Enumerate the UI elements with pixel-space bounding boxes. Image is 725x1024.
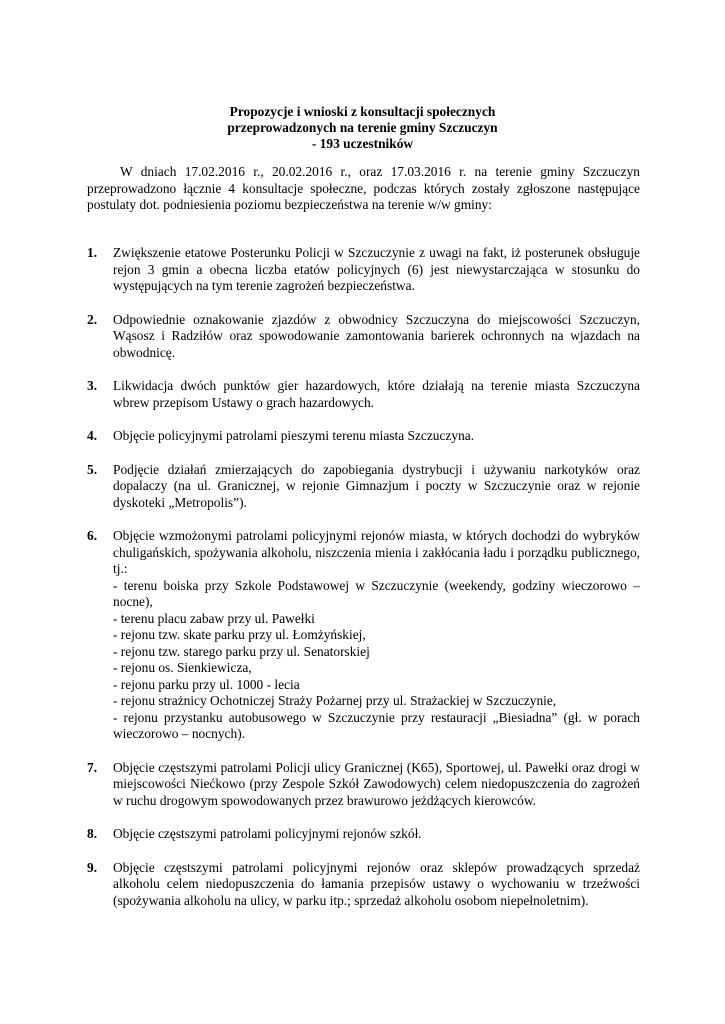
item-number: 7. [87,759,98,775]
item-text: Podjęcie działań zmierzających do zapobiegania dystrybucji i używaniu narkotyków oraz dopalaczy (na ul. Granicznej, w rejonie Gimnazjum i poczty w Szczuczynie oraz w rejonie dyskoteki „Metropolis”). [113,461,640,510]
sublist-item: - rejonu tzw. starego parku przy ul. Senatorskiej [113,643,370,659]
title-line-3: - 193 uczestników [311,136,414,151]
sublist-item: - rejonu parku przy ul. 1000 - lecia [113,676,300,692]
item-number: 4. [87,428,98,443]
document-title [0,104,725,152]
location-sublist [113,578,640,743]
item-number: 2. [87,311,98,327]
sublist-item: - rejonu tzw. skate parku przy ul. Łomżyńskiej, [113,627,366,642]
item-text: Odpowiednie oznakowanie zjazdów z obwodnicy Szczuczyna do miejscowości Szczuczyn, Wąsosz i Radziłów oraz spowodowanie zamontowania barierek ochronnych na wjazdach na obwodnicę. [113,311,640,360]
item-text: Likwidacja dwóch punktów gier hazardowych, które działają na terenie miasta Szczuczyna wbrew przepisom Ustawy o grach hazardowych. [113,378,640,410]
sublist-item: - terenu boiska przy Szkole Podstawowej w Szczuczynie (weekendy, godziny wieczorowo – nocne), [113,577,640,609]
sublist-item: - rejonu os. Sienkiewicza, [113,660,252,675]
item-number: 3. [87,378,98,393]
list-item [87,428,640,445]
item-text: Objęcie częstszymi patrolami Policji ulicy Granicznej (K65), Sportowej, ul. Pawełki oraz drogi w miejscowości Niećkowo (przy Zespole Szkół Zawodowych) celem niedopuszczenia do zagrożeń w ruchu drogowym spowodowanych przez brawurowo jeżdżących kierowców. [113,759,640,808]
item-text: Objęcie częstszymi patrolami policyjnymi rejonów szkół. [113,826,422,841]
item-number: 1. [87,245,98,260]
sublist-item: - rejonu przystanku autobusowego w Szczuczynie przy restauracji „Biesiadna” (gł. w porach wieczorowo – nocnych). [113,709,640,741]
list-item [87,462,640,512]
list-item [87,312,640,362]
item-text: Objęcie policyjnymi patrolami pieszymi terenu miasta Szczuczyna. [113,428,475,443]
item-text: Objęcie wzmożonymi patrolami policyjnymi rejonów miasta, w których dochodzi do wybryków chuligańskich, spożywania alkoholu, niszczenia mienia i zakłócania ładu i porządku publicznego, tj.: [113,528,640,576]
sublist-item: - terenu placu zabaw przy ul. Pawełki [113,610,315,626]
list-item [87,760,640,810]
list-item [87,528,640,743]
item-number: 6. [87,528,98,543]
item-number: 9. [87,859,98,875]
postulates-list [87,245,640,926]
item-number: 8. [87,826,98,841]
title-line-2: przeprowadzonych na terenie gminy Szczuczyn [227,120,498,135]
item-text: Zwiększenie etatowe Posterunku Policji w Szczuczynie z uwagi na fakt, iż posterunek obsługuje rejon 3 gmin a obecna liczba etatów policyjnych (6) jest niewystarczająca w stosunku do występujących na tym terenie zagrożeń bezpieczeństwa. [113,245,640,293]
list-item [87,826,640,843]
sublist-item: - rejonu strażnicy Ochotniczej Straży Pożarnej przy ul. Strażackiej w Szczuczynie, [113,693,557,708]
list-item [87,378,640,411]
intro-paragraph: W dniach 17.02.2016 r., 20.02.2016 r., oraz 17.03.2016 r. na terenie gminy Szczuczyn przeprowadzono łącznie 4 konsultacje społeczne, podczas których zostały zgłoszone następujące postulaty dot. podniesienia poziomu bezpieczeństwa na terenie w/w gminy: [87,164,640,212]
item-number: 5. [87,461,98,477]
title-line-1: Propozycje i wnioski z konsultacji społecznych [229,104,496,119]
list-item [87,860,640,910]
item-text: Objęcie częstszymi patrolami policyjnymi rejonów oraz sklepów prowadzących sprzedaż alkoholu celem niedopuszczenia do łamania przepisów ustawy o wychowaniu w trzeźwości (spożywania alkoholu na ulicy, w parku itp.; sprzedaż alkoholu osobom niepełnoletnim). [113,859,640,908]
list-item [87,245,640,295]
